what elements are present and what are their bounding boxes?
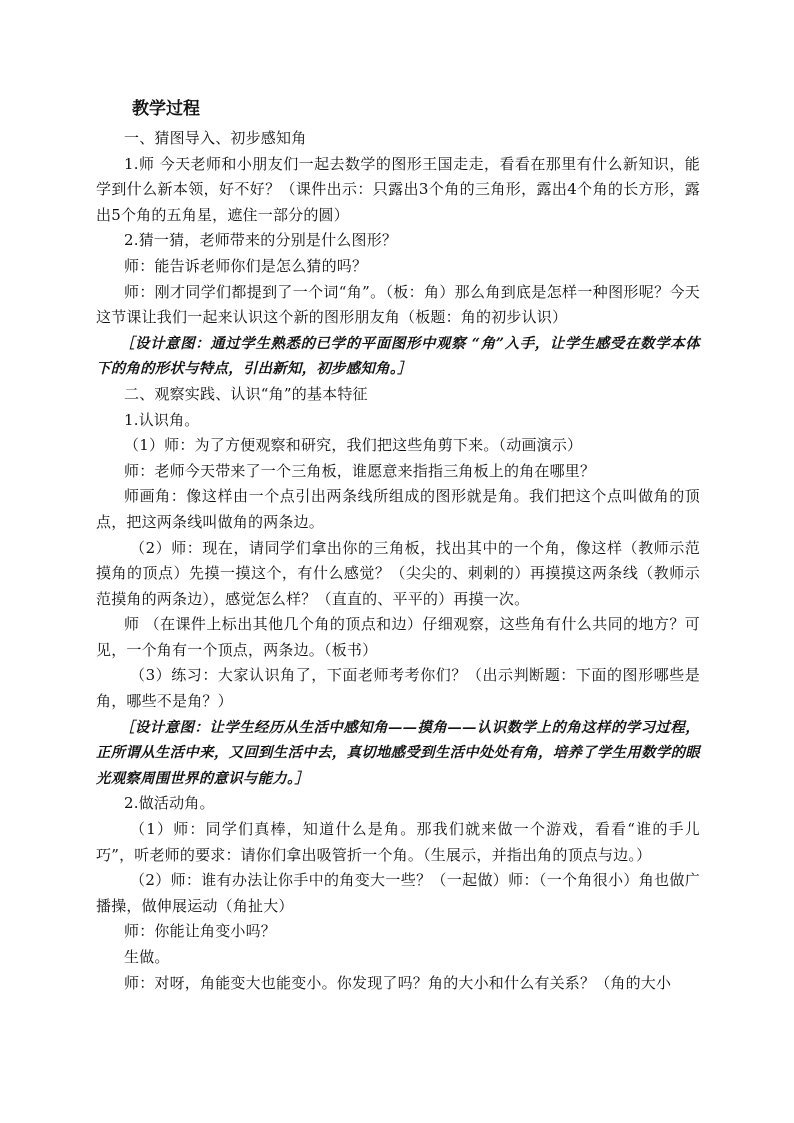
paragraph: 师：能告诉老师你们是怎么猜的吗？ — [124, 256, 368, 275]
paragraph: （1）师：为了方便观察和研究，我们把这些角剪下来。（动画演示） — [124, 436, 583, 455]
heading-part-two: 二、观察实践、认识“角”的基本特征 — [124, 384, 368, 403]
paragraph: （1）师：同学们真棒，知道什么是角。那我们就来做一个游戏，看看“谁的手儿巧”，听老师的要求：请你们拿出吸管折一个角。（生展示，并指出角的顶点与边。） — [96, 820, 700, 864]
design-intent-note: ［设计意图：通过学生熟悉的已学的平面图形中观察 “角”入手，让学生感受在数学本体下的角的形状与特点，引出新知，初步感知角。］ — [96, 334, 700, 378]
paragraph: （2）师：谁有办法让你手中的角变大一些？（一起做）师：（一个角很小）角也做广播操，做伸展运动（角扯大） — [96, 871, 700, 915]
paragraph: 师：刚才同学们都提到了一个词“角”。（板：角）那么角到底是怎样一种图形呢？今天这节课让我们一起来认识这个新的图形朋友角（板题：角的初步认识） — [96, 282, 700, 327]
paragraph: 2.做活动角。 — [124, 794, 215, 813]
paragraph: 师 （在课件上标出其他几个角的顶点和边）仔细观察，这些角有什么共同的地方？可见，一个角有一个顶点，两条边。（板书） — [96, 615, 700, 659]
paragraph: 生做。 — [124, 948, 170, 966]
paragraph: （2）师：现在，请同学们拿出你的三角板，找出其中的一个角，像这样（教师示范摸角的顶点）先摸一摸这个，有什么感觉？（尖尖的、刺刺的）再摸摸这两条线（教师示范摸角的两条边），感觉怎么样？（直直的、平平的）再摸一次。 — [96, 538, 700, 608]
paragraph: 1.师 今天老师和小朋友们一起去数学的图形王国走走，看看在那里有什么新知识，能学到什么新本领，好不好？（课件出示：只露出3个角的三角形，露出4个角的长方形，露出5个角的五角星，遮住一部分的圆） — [96, 154, 700, 224]
heading-part-one: 一、猜图导入、初步感知角 — [124, 129, 307, 147]
design-intent-note: ［设计意图：让学生经历从生活中感知角——摸角——认识数学上的角这样的学习过程，正所谓从生活中来，又回到生活中去，真切地感受到生活中处处有角，培养了学生用数学的眼光观察周围世界的意识与能力。］ — [96, 718, 700, 787]
section-title: 教学过程 — [132, 99, 200, 119]
paragraph: 师：老师今天带来了一个三角板，谁愿意来指指三角板上的角在哪里？ — [124, 461, 596, 480]
paragraph: 2.猜一猜，老师带来的分别是什么图形？ — [124, 231, 398, 250]
document-content — [96, 96, 700, 996]
paragraph: 师：你能让角变小吗？ — [124, 922, 277, 941]
paragraph: 师：对呀，角能变大也能变小。你发现了吗？角的大小和什么有关系？（角的大小 — [124, 973, 672, 992]
paragraph: （3）练习：大家认识角了，下面老师考考你们？（出示判断题：下面的图形哪些是角，哪些不是角？） — [96, 666, 700, 711]
paragraph: 师画角：像这样由一个点引出两条线所组成的图形就是角。我们把这个点叫做角的顶点，把这两条线叫做角的两条边。 — [96, 487, 700, 531]
paragraph: 1.认识角。 — [124, 410, 200, 429]
